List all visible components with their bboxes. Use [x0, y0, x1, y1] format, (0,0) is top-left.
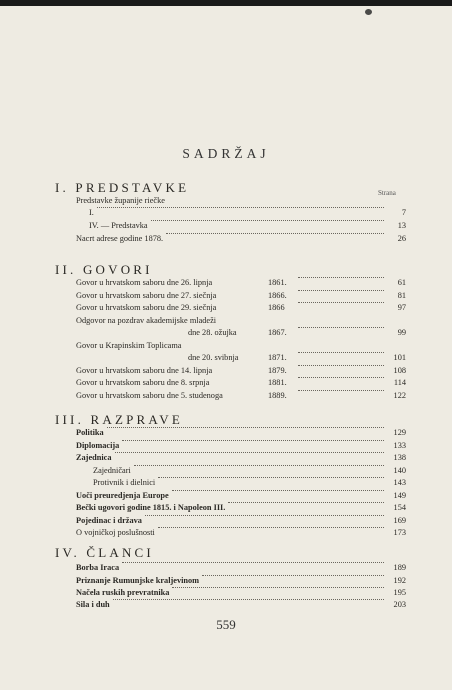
- toc-entry: [76, 195, 406, 207]
- dot-leader: [298, 377, 384, 378]
- toc-entry: [76, 452, 406, 464]
- entry-title: O vojničkoj poslušnosti: [76, 528, 155, 537]
- section-heading: II. GOVORI: [55, 262, 153, 277]
- entry-title: Govor u hrvatskom saboru dne 29. siečnja: [76, 303, 217, 312]
- toc-entry: [76, 290, 406, 302]
- top-edge-bar: [0, 0, 452, 6]
- entry-page-number: 129: [393, 428, 406, 437]
- entry-page-number: 7: [401, 208, 406, 217]
- entry-year: 1861.: [268, 278, 287, 287]
- toc-entry: [76, 207, 406, 219]
- dot-leader: [298, 390, 384, 391]
- toc-entry: [76, 502, 406, 514]
- dot-leader: [115, 452, 385, 453]
- entry-title: dne 20. svibnja: [188, 353, 239, 362]
- entry-title: Govor u hrvatskom saboru dne 27. siečnja: [76, 291, 217, 300]
- entry-title: Nacrt adrese godine 1878.: [76, 234, 164, 243]
- toc-entry: [76, 340, 406, 352]
- toc-entry: [76, 315, 406, 327]
- entry-page-number: 114: [393, 378, 406, 387]
- entry-year: 1866: [268, 303, 285, 312]
- dot-leader: [113, 599, 384, 600]
- entry-page-number: 169: [393, 516, 406, 525]
- toc-entry: [76, 390, 406, 402]
- entry-page-number: 81: [397, 291, 406, 300]
- dot-leader: [97, 207, 384, 208]
- entry-year: 1871.: [268, 353, 287, 362]
- toc-entry: [76, 327, 406, 339]
- page-spot: [365, 9, 372, 15]
- entry-year: 1867.: [268, 328, 287, 337]
- dot-leader: [158, 477, 384, 478]
- toc-entry: [76, 220, 406, 232]
- entry-page-number: 99: [397, 328, 406, 337]
- entry-title: Diplomacija: [76, 441, 120, 450]
- toc-entry: [76, 490, 406, 502]
- dot-leader: [298, 365, 384, 366]
- section-heading: I. PREDSTAVKE: [55, 180, 190, 195]
- toc-entry: [76, 233, 406, 245]
- entry-page-number: 192: [393, 576, 406, 585]
- toc-entry: [76, 575, 406, 587]
- entry-page-number: 26: [397, 234, 406, 243]
- entry-title: Politika: [76, 428, 104, 437]
- dot-leader: [134, 465, 384, 466]
- toc-entry: [76, 515, 406, 527]
- dot-leader: [298, 290, 384, 291]
- entry-title: Uoči preuredjenja Europe: [76, 491, 169, 500]
- entry-title: Govor u hrvatskom saboru dne 14. lipnja: [76, 366, 213, 375]
- entry-title: Sila i duh: [76, 600, 110, 609]
- entry-page-number: 108: [393, 366, 406, 375]
- dot-leader: [122, 440, 384, 441]
- dot-leader: [151, 220, 384, 221]
- entry-title: Priznanje Rumunjske kraljevinom: [76, 576, 200, 585]
- dot-leader: [298, 277, 384, 278]
- entry-title: IV. — Predstavka: [89, 221, 148, 230]
- entry-year: 1881.: [268, 378, 287, 387]
- entry-page-number: 143: [393, 478, 406, 487]
- entry-title: Načela ruskih prevratnika: [76, 588, 170, 597]
- entry-title: Govor u hrvatskom saboru dne 5. studenoga: [76, 391, 223, 400]
- entry-title: Predstavke županije riečke: [76, 196, 165, 205]
- entry-page-number: 61: [397, 278, 406, 287]
- strana-label: Strana: [378, 189, 396, 197]
- dot-leader: [298, 302, 384, 303]
- entry-title: I.: [89, 208, 94, 217]
- dot-leader: [145, 515, 384, 516]
- dot-leader: [107, 427, 384, 428]
- entry-title: Borba Iraca: [76, 563, 120, 572]
- toc-entry: [76, 277, 406, 289]
- toc-entry: [76, 377, 406, 389]
- toc-entry: [76, 527, 406, 539]
- entry-page-number: 133: [393, 441, 406, 450]
- entry-page-number: 138: [393, 453, 406, 462]
- entry-title: Govor u hrvatskom saboru dne 26. lipnja: [76, 278, 213, 287]
- toc-entry: [76, 440, 406, 452]
- entry-title: Pojedinac i država: [76, 516, 142, 525]
- entry-year: 1866.: [268, 291, 287, 300]
- entry-title: Odgovor na pozdrav akademijske mladeži: [76, 316, 217, 325]
- entry-page-number: 189: [393, 563, 406, 572]
- toc-entry: [76, 427, 406, 439]
- toc-entry: [76, 587, 406, 599]
- dot-leader: [228, 502, 384, 503]
- dot-leader: [158, 527, 384, 528]
- entry-title: dne 28. ožujka: [188, 328, 237, 337]
- entry-year: 1889.: [268, 391, 287, 400]
- entry-page-number: 195: [393, 588, 406, 597]
- entry-page-number: 173: [393, 528, 406, 537]
- entry-page-number: 97: [397, 303, 406, 312]
- entry-title: Zajednica: [76, 453, 112, 462]
- section-heading: IV. ČLANCI: [55, 545, 154, 560]
- toc-entry: [76, 365, 406, 377]
- entry-page-number: 122: [393, 391, 406, 400]
- page-title: SADRŽAJ: [182, 146, 270, 161]
- entry-title: Protivnik i dielnici: [93, 478, 156, 487]
- entry-title: Zajedničari: [93, 466, 131, 475]
- dot-leader: [122, 562, 384, 563]
- entry-page-number: 149: [393, 491, 406, 500]
- entry-title: Govor u hrvatskom saboru dne 8. srpnja: [76, 378, 210, 387]
- entry-page-number: 101: [393, 353, 406, 362]
- entry-title: Govor u Krapinskim Toplicama: [76, 341, 182, 350]
- dot-leader: [298, 352, 384, 353]
- toc-entry: [76, 352, 406, 364]
- toc-entry: [76, 477, 406, 489]
- toc-entry: [76, 465, 406, 477]
- dot-leader: [166, 233, 384, 234]
- toc-entry: [76, 302, 406, 314]
- dot-leader: [172, 587, 384, 588]
- entry-page-number: 140: [393, 466, 406, 475]
- entry-page-number: 203: [393, 600, 406, 609]
- dot-leader: [298, 327, 384, 328]
- dot-leader: [202, 575, 384, 576]
- entry-year: 1879.: [268, 366, 287, 375]
- toc-entry: [76, 562, 406, 574]
- page-number: 559: [216, 617, 236, 632]
- section-heading: III. RAZPRAVE: [55, 412, 184, 427]
- entry-page-number: 154: [393, 503, 406, 512]
- toc-entry: [76, 599, 406, 611]
- dot-leader: [172, 490, 384, 491]
- entry-title: Bečki ugovori godine 1815. i Napoleon III.: [76, 503, 226, 512]
- entry-page-number: 13: [397, 221, 406, 230]
